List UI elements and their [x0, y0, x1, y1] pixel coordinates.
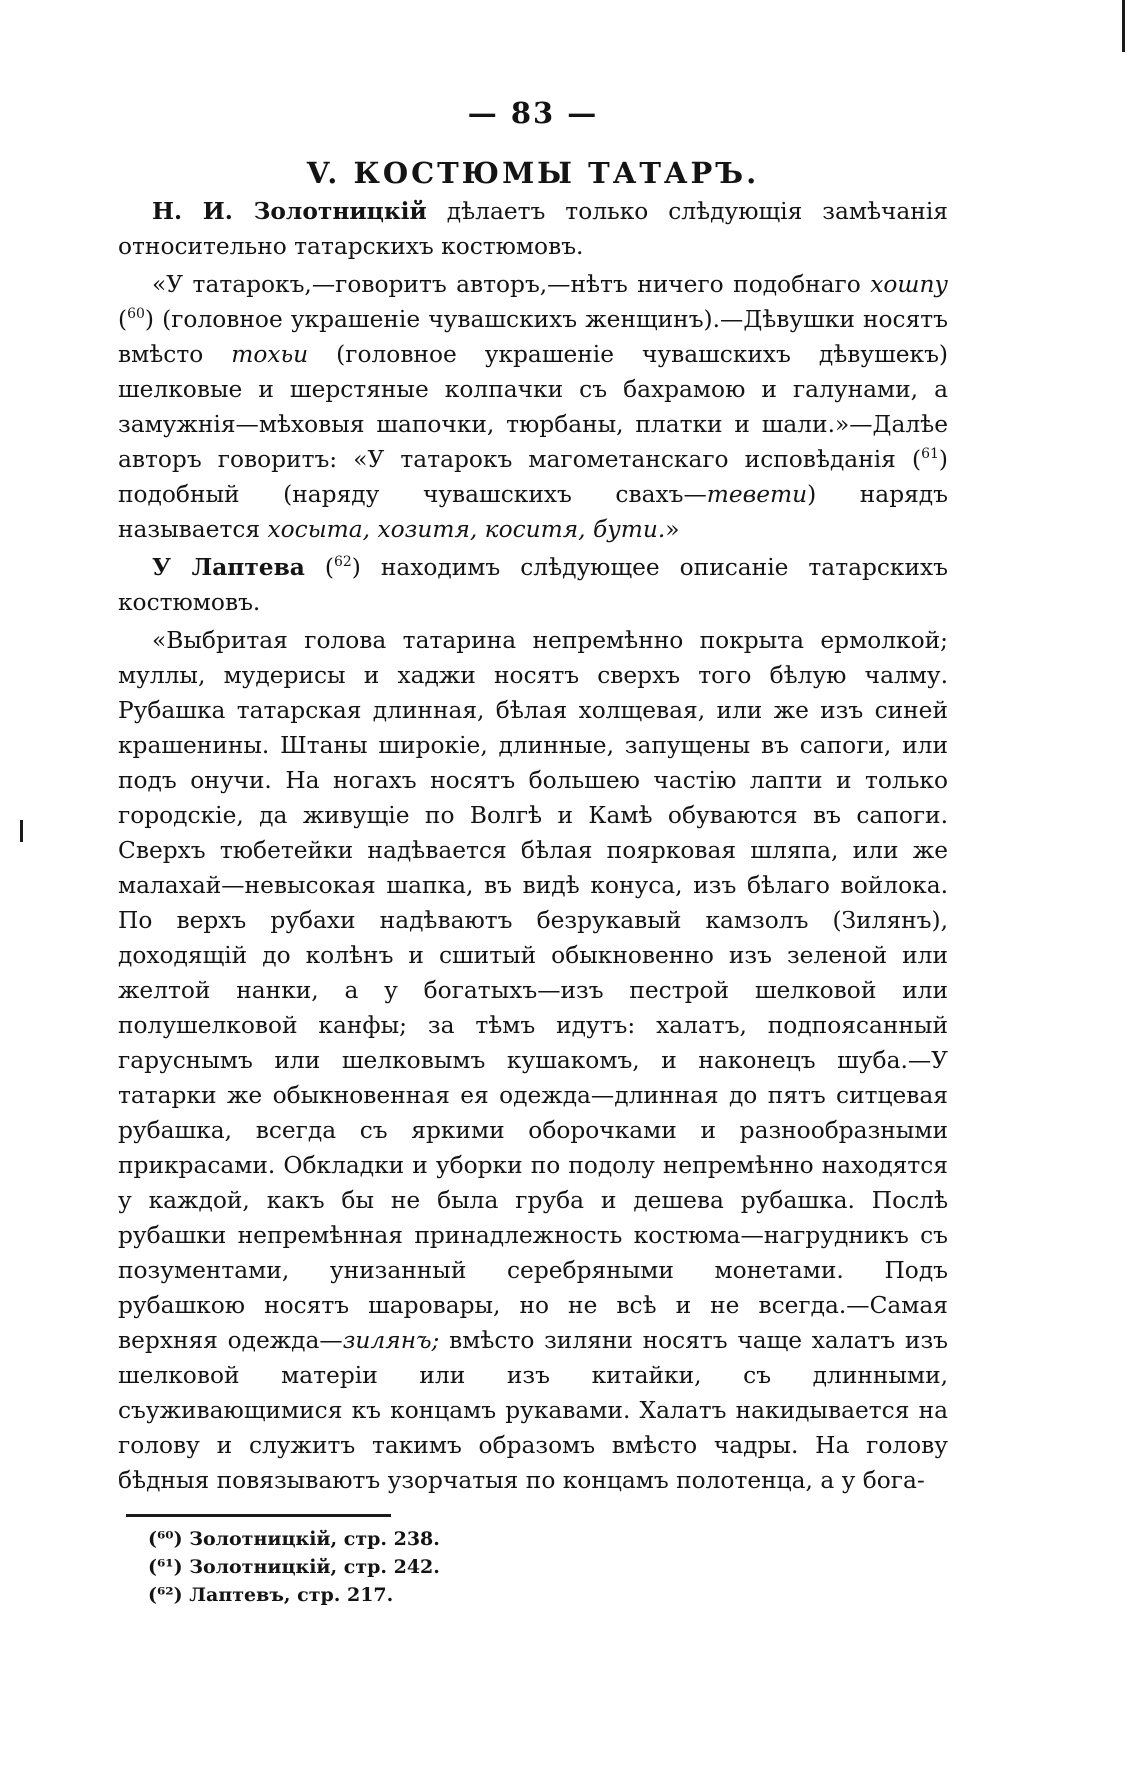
paragraph-zolotnitsky-quote: «У татарокъ,—говоритъ авторъ,—нѣтъ ничего подобнаго хошпу ($^{60}$) (головное украшеніе чувашскихъ женщинъ).—Дѣвушки носятъ вмѣсто тохьи (головное украшеніе чувашскихъ дѣвушекъ) шелковые и шерстяные колпачки съ бахрамою и галунами, а замужнія—мѣховыя шапочки, тюрбаны, платки и шали.»—Далѣе авторъ говоритъ: «У татарокъ магометанскаго исповѣданія ($^{61}$) подобный (наряду чувашскихъ свахъ—тевети) нарядъ называется хосыта, хозитя, коситя, бути.» [118, 271, 948, 543]
quote-text: (головное украшеніе чувашскихъ дѣвушекъ) шелковые и шерстяные колпачки съ бахрамою и галунами, а замужнія—мѣховыя шапочки, тюрбаны, платки и шали.»—Далѣе авторъ говоритъ: «У татарокъ магометанскаго исповѣданія [118, 341, 948, 473]
footnote-ref: 60 [127, 306, 145, 322]
paragraph-laptev-quote [118, 623, 948, 1498]
footnote-rule [126, 1514, 391, 1517]
footnote-61: (⁶¹) Золотницкій, стр. 242. [148, 1556, 440, 1578]
term-italic: зилянъ; [342, 1327, 440, 1354]
footnote-62: (⁶²) Лаптевъ, стр. 217. [148, 1584, 394, 1606]
quote-text: «У татарокъ,—говоритъ авторъ,—нѣтъ ничего подобнаго [152, 271, 871, 298]
footnote-ref: 62 [333, 554, 352, 570]
author-name: Н. И. Золотницкій [152, 198, 427, 225]
term-italic: хосыта, хозитя, коситя, бути. [267, 516, 666, 543]
page-number: — 83 — [467, 96, 599, 130]
paragraph-laptev-intro: У Лаптева ($^{62}$) находимъ слѣдующее описаніе татарскихъ костюмовъ. [118, 554, 948, 616]
footnotes [118, 1525, 948, 1609]
quote-text: » [665, 516, 680, 543]
quote-text: подобный (наряду чувашскихъ свахъ— [118, 481, 707, 508]
term-italic: тохьи [231, 341, 309, 368]
quote-text: вмѣсто зиляни носятъ чаще халатъ изъ шелковой матеріи или изъ китайки, съ длинными, съуживающимися къ концамъ рукавами. Халатъ накидывается на голову и служитъ такимъ образомъ вмѣсто чадры. На голову бѣдныя повязываютъ узорчатыя по концамъ полотенца, а у бога- [118, 1327, 948, 1494]
section-title: V. КОСТЮМЫ ТАТАРЪ. [306, 156, 760, 190]
margin-mark [20, 820, 23, 842]
quote-text: (головное украшеніе чувашскихъ женщинъ).—Дѣвушки носятъ вмѣсто [118, 306, 948, 368]
footnote-ref: 61 [921, 446, 939, 462]
term-italic: хошпу [870, 271, 948, 298]
paragraph-zolotnitsky-intro [118, 194, 948, 264]
quote-text: ) нарядъ называется [118, 481, 948, 543]
term-italic: тевети [706, 481, 808, 508]
paragraph-text: дѣлаетъ только слѣдующія замѣчанія относительно татарскихъ костюмовъ. [118, 198, 948, 260]
book-page [118, 96, 948, 1609]
scan-edge-line [1122, 0, 1125, 52]
author-name: У Лаптева [152, 554, 305, 581]
footnote-60: (⁶⁰) Золотницкій, стр. 238. [148, 1528, 440, 1550]
quote-text: «Выбритая голова татарина непремѣнно покрыта ермолкой; муллы, мудерисы и хаджи носятъ сверхъ того бѣлую чалму. Рубашка татарская длинная, бѣлая холщевая, или же изъ синей крашенины. Штаны широкіе, длинные, запущены въ сапоги, или подъ онучи. На ногахъ носятъ большею частію лапти и только городскіе, да живущіе по Волгѣ и Камѣ обуваются въ сапоги. Сверхъ тюбетейки надѣвается бѣлая поярковая шляпа, или же малахай—невысокая шапка, въ видѣ конуса, изъ бѣлаго войлока. По верхъ рубахи надѣваютъ безрукавый камзолъ (Зилянъ), доходящій до колѣнъ и сшитый обыкновенно изъ зеленой или желтой нанки, а у богатыхъ—изъ пестрой шелковой или полушелковой канфы; за тѣмъ идутъ: халатъ, подпоясанный гаруснымъ или шелковымъ кушакомъ, и наконецъ шуба.—У татарки же обыкновенная ея одежда—длинная до пятъ ситцевая рубашка, всегда съ яркими оборочками и разнообразными прикрасами. Обкладки и уборки по подолу непремѣнно находятся у каждой, какъ бы не была груба и дешева рубашка. Послѣ рубашки непремѣнная принадлежность костюма—нагрудникъ съ позументами, унизанный серебряными монетами. Подъ рубашкою носятъ шаровары, но не всѣ и не всегда.—Самая верхняя одежда— [118, 627, 948, 1354]
paragraph-text: находимъ слѣдующее описаніе татарскихъ костюмовъ. [118, 554, 948, 616]
